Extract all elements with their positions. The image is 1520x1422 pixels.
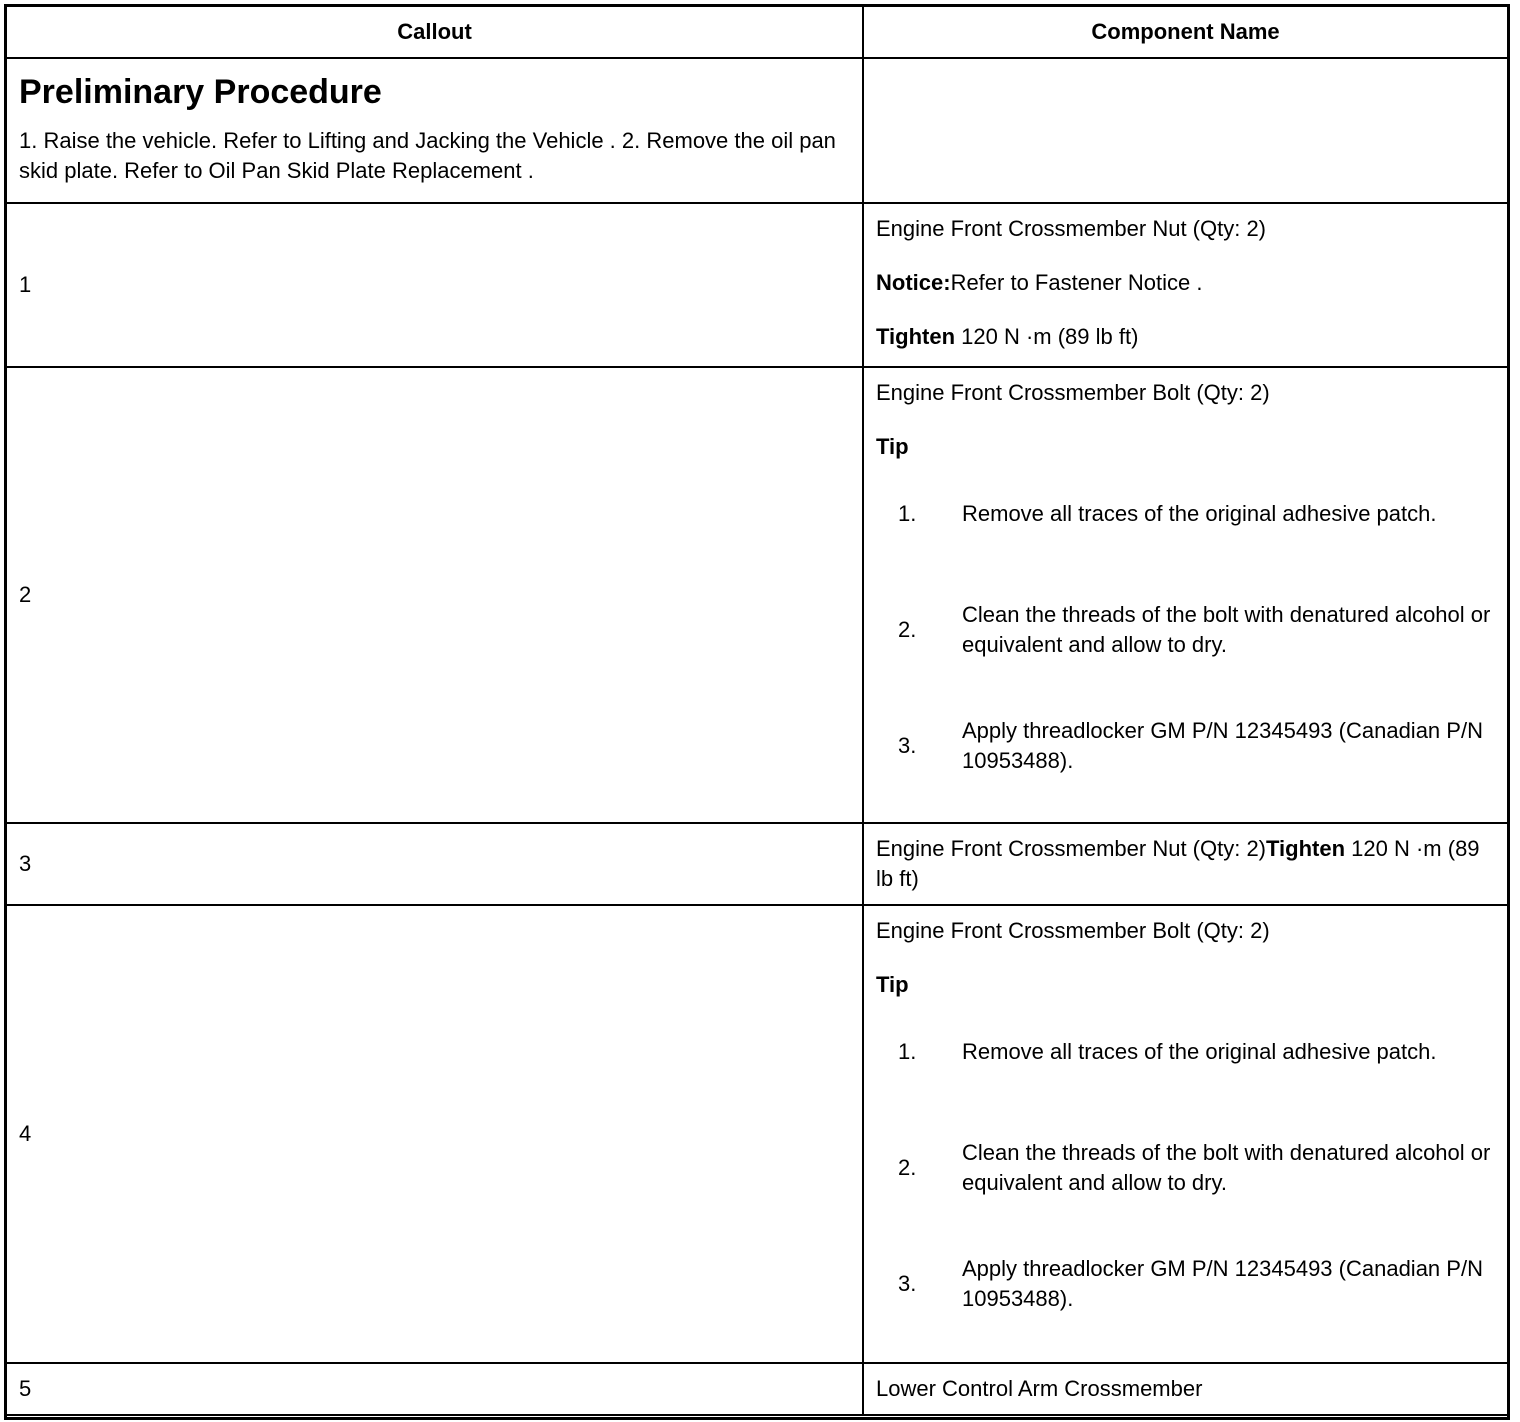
tip-text: Remove all traces of the original adhesive patch. — [962, 501, 1437, 526]
component-cell — [863, 367, 1508, 823]
preliminary-title: Preliminary Procedure — [19, 73, 382, 111]
table-row — [6, 367, 1508, 823]
tip-number: 1. — [898, 1039, 917, 1064]
callout-cell: 5 — [6, 1363, 863, 1415]
component-cell — [863, 905, 1508, 1363]
header-row — [6, 6, 1508, 58]
tip-number: 3. — [898, 1271, 917, 1296]
tip-text: Clean the threads of the bolt with denatured alcohol or equivalent and allow to dry. — [962, 602, 1491, 657]
component-name: Engine Front Crossmember Nut (Qty: 2) — [876, 216, 1267, 241]
component-cell — [863, 1363, 1508, 1415]
tip-list — [876, 484, 1495, 776]
component-name-line — [876, 834, 1495, 894]
tighten-line — [876, 322, 1495, 352]
callout-cell: 1 — [6, 203, 863, 367]
list-item — [876, 484, 1495, 544]
callout-header: Callout — [6, 6, 863, 58]
tip-list — [876, 1022, 1495, 1314]
tip-number: 1. — [898, 501, 917, 526]
tip-label: Tip — [876, 434, 909, 459]
tighten-text: 120 N ·m (89 lb ft) — [876, 836, 1480, 891]
tighten-label: Tighten — [1266, 836, 1346, 861]
tip-number: 2. — [898, 617, 917, 642]
table-row — [6, 203, 1508, 367]
preliminary-empty-cell — [863, 58, 1508, 203]
table-row — [6, 823, 1508, 905]
tip-text: Remove all traces of the original adhesive patch. — [962, 1039, 1437, 1064]
preliminary-cell — [6, 58, 863, 203]
components-table — [5, 5, 1509, 1416]
component-cell — [863, 823, 1508, 905]
list-item — [876, 716, 1495, 776]
callout-cell: 4 — [6, 905, 863, 1363]
tip-text: Apply threadlocker GM P/N 12345493 (Canadian P/N 10953488). — [962, 1256, 1483, 1311]
tighten-label: Tighten — [876, 324, 956, 349]
tip-label: Tip — [876, 972, 909, 997]
tip-number: 2. — [898, 1155, 917, 1180]
list-item — [876, 1138, 1495, 1198]
notice-text: Refer to Fastener Notice . — [950, 270, 1203, 295]
list-item — [876, 1254, 1495, 1314]
callout-cell: 2 — [6, 367, 863, 823]
notice-line — [876, 268, 1495, 298]
tip-text: Clean the threads of the bolt with denatured alcohol or equivalent and allow to dry. — [962, 1140, 1491, 1195]
component-name: Engine Front Crossmember Bolt (Qty: 2) — [876, 918, 1270, 943]
component-name-header: Component Name — [863, 6, 1508, 58]
component-name: Engine Front Crossmember Nut (Qty: 2) — [876, 836, 1267, 861]
table-row — [6, 1363, 1508, 1415]
component-cell — [863, 203, 1508, 367]
callout-cell: 3 — [6, 823, 863, 905]
tip-text: Apply threadlocker GM P/N 12345493 (Canadian P/N 10953488). — [962, 718, 1483, 773]
list-item — [876, 1022, 1495, 1082]
preliminary-row — [6, 58, 1508, 203]
preliminary-text: 1. Raise the vehicle. Refer to Lifting and Jacking the Vehicle . 2. Remove the oil pan skid plate. Refer to Oil Pan Skid Plate Replacement . — [19, 128, 836, 183]
table-row — [6, 905, 1508, 1363]
list-item — [876, 600, 1495, 660]
component-name: Engine Front Crossmember Bolt (Qty: 2) — [876, 380, 1270, 405]
component-name: Lower Control Arm Crossmember — [876, 1376, 1203, 1401]
tip-number: 3. — [898, 733, 917, 758]
tighten-text: 120 N ·m (89 lb ft) — [955, 324, 1139, 349]
notice-label: Notice: — [876, 270, 951, 295]
